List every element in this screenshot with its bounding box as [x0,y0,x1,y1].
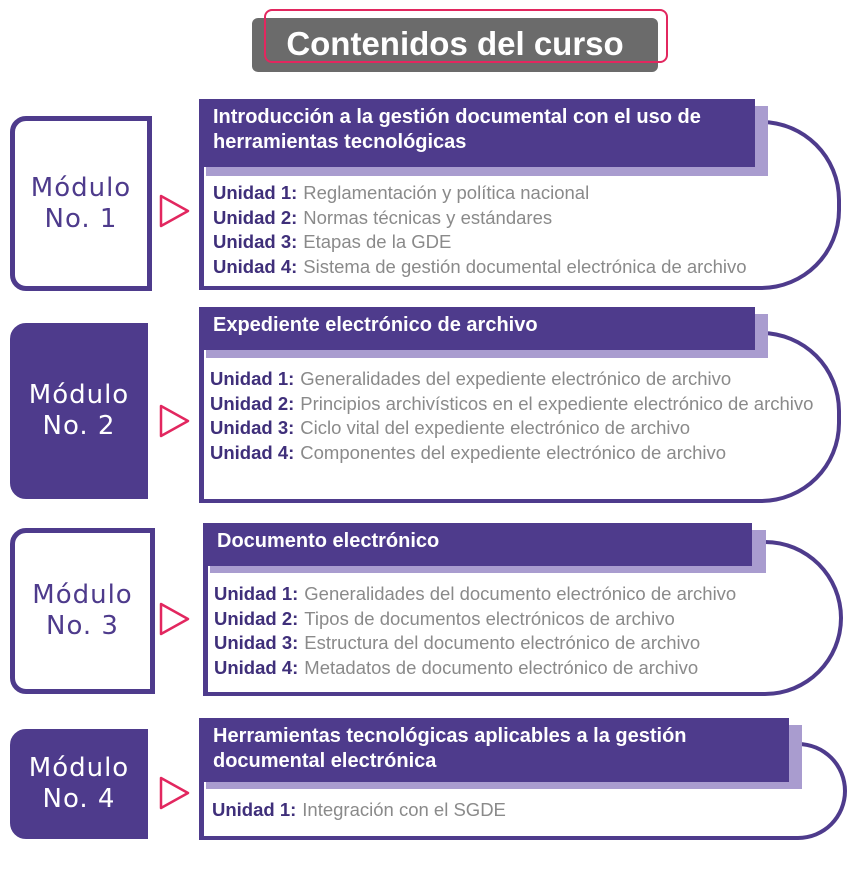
unit-label: Unidad 3: [210,417,295,438]
unit-label: Unidad 1: [213,182,298,203]
unit-text: Componentes del expediente electrónico de archivo [300,441,727,463]
module-4-label-line1: Módulo [28,753,130,783]
unit-text: Reglamentación y política nacional [303,182,590,203]
module-2-units [210,367,815,465]
arrow-right-icon [158,601,192,637]
module-3-units [214,582,814,680]
unit-text: Generalidades del documento electrónico de archivo [304,583,737,604]
unit-text: Etapas de la GDE [303,231,452,252]
module-3-label-line1: Módulo [32,580,133,610]
module-4-header: Herramientas tecnológicas aplicables a la gestión documental electrónica [199,718,789,782]
unit-row [210,441,815,466]
unit-row [210,392,815,417]
module-2-header: Expediente electrónico de archivo [199,307,755,350]
unit-label: Unidad 4: [210,441,295,463]
unit-row [213,206,828,231]
arrow-right-icon [158,775,192,811]
unit-label: Unidad 1: [212,799,297,820]
unit-text: Estructura del documento electrónico de archivo [304,632,701,653]
module-3-header: Documento electrónico [203,523,752,566]
unit-label: Unidad 2: [210,392,295,414]
arrow-right-icon [158,403,192,439]
module-2-label-line1: Módulo [28,380,130,410]
unit-label: Unidad 4: [213,255,298,277]
module-2-label-line2: No. 2 [42,411,116,441]
unit-text: Normas técnicas y estándares [303,206,553,228]
unit-row [213,255,828,280]
page-title: Contenidos del curso [286,25,624,62]
unit-label: Unidad 1: [214,583,299,604]
unit-row [214,631,814,656]
unit-row [214,656,814,681]
unit-row [213,230,828,255]
unit-label: Unidad 4: [214,656,299,678]
module-1-label-line2: No. 1 [44,203,118,234]
unit-row [210,367,815,392]
unit-row [214,607,814,632]
unit-row [213,181,828,206]
unit-row [210,416,815,441]
unit-text: Ciclo vital del expediente electrónico de archivo [300,417,691,438]
module-1-label-line1: Módulo [30,172,132,203]
module-4-badge [10,729,148,839]
module-4-label-line2: No. 4 [42,784,116,814]
unit-label: Unidad 1: [210,368,295,389]
unit-row [212,798,812,823]
unit-text: Integración con el SGDE [302,799,506,820]
unit-label: Unidad 3: [213,231,298,252]
module-1-units [213,181,828,279]
arrow-right-icon [158,193,192,229]
module-3-label-line2: No. 3 [46,611,119,641]
unit-text: Generalidades del expediente electrónico de archivo [300,368,732,389]
unit-row [214,582,814,607]
unit-label: Unidad 2: [214,607,299,629]
unit-text: Tipos de documentos electrónicos de archivo [304,607,675,629]
module-1-badge [10,116,152,291]
module-2-badge [10,323,148,499]
module-3-badge [10,528,155,694]
unit-text: Metadatos de documento electrónico de archivo [304,656,699,678]
unit-text: Principios archivísticos en el expediente electrónico de archivo [300,392,814,414]
module-1-header: Introducción a la gestión documental con el uso de herramientas tecnológicas [199,99,755,167]
unit-label: Unidad 2: [213,206,298,228]
unit-text: Sistema de gestión documental electrónica de archivo [303,255,747,277]
unit-label: Unidad 3: [214,632,299,653]
module-4-units [212,798,812,823]
